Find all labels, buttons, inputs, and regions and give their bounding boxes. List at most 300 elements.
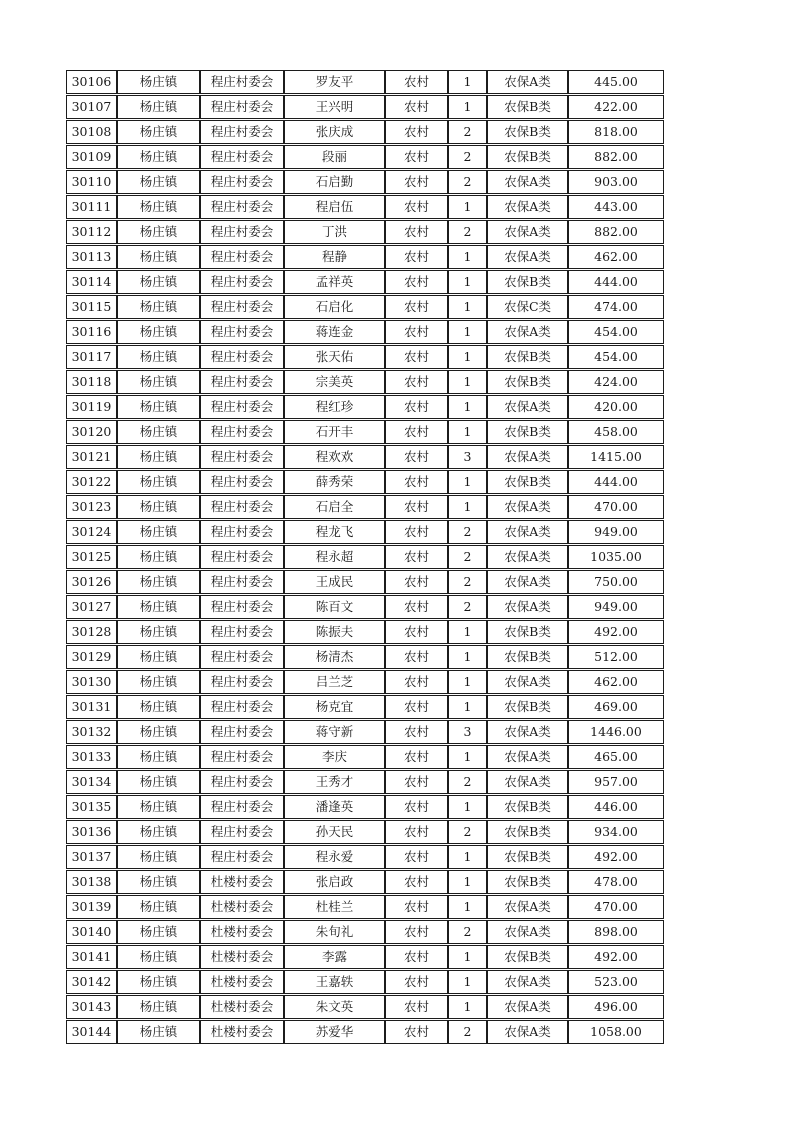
person-count-cell: 1 — [449, 671, 488, 693]
record-id-cell: 30118 — [67, 371, 118, 393]
amount-cell: 474.00 — [594, 298, 638, 314]
amount-cell: 446.00 — [594, 798, 638, 814]
village-committee-cell: 程庄村委会 — [201, 821, 285, 843]
person-count-cell: 1 — [449, 846, 488, 868]
village-committee-cell: 程庄村委会 — [201, 571, 285, 593]
record-id-cell: 30126 — [67, 571, 118, 593]
record-id-cell: 30138 — [67, 871, 118, 893]
person-count-cell: 2 — [449, 1021, 488, 1043]
table-row — [66, 545, 664, 569]
person-count-cell: 3 — [449, 446, 488, 468]
insurance-category-cell: 农保A类 — [488, 671, 569, 693]
person-name-cell: 蒋守新 — [285, 721, 386, 743]
amount-cell: 818.00 — [594, 123, 638, 139]
insurance-roster-table — [66, 70, 664, 1045]
town-cell: 杨庄镇 — [118, 296, 201, 318]
amount-cell: 422.00 — [594, 98, 638, 114]
village-committee-cell: 程庄村委会 — [201, 271, 285, 293]
amount-cell: 903.00 — [594, 173, 638, 189]
person-count-cell: 1 — [449, 646, 488, 668]
insurance-category-cell: 农保A类 — [488, 996, 569, 1018]
person-name-cell: 王嘉轶 — [285, 971, 386, 993]
town-cell: 杨庄镇 — [118, 171, 201, 193]
record-id-cell: 30124 — [67, 521, 118, 543]
person-name-cell: 张天佑 — [285, 346, 386, 368]
insurance-category-cell: 农保A类 — [488, 396, 569, 418]
table-row — [66, 245, 664, 269]
town-cell: 杨庄镇 — [118, 346, 201, 368]
person-count-cell: 1 — [449, 96, 488, 118]
table-row — [66, 420, 664, 444]
person-count-cell: 1 — [449, 796, 488, 818]
table-row — [66, 845, 664, 869]
town-cell: 杨庄镇 — [118, 696, 201, 718]
village-committee-cell: 程庄村委会 — [201, 471, 285, 493]
amount-cell: 469.00 — [594, 698, 638, 714]
village-committee-cell: 程庄村委会 — [201, 321, 285, 343]
insurance-category-cell: 农保A类 — [488, 221, 569, 243]
residence-type-cell: 农村 — [386, 921, 449, 943]
village-committee-cell: 程庄村委会 — [201, 621, 285, 643]
person-name-cell: 程红珍 — [285, 396, 386, 418]
person-name-cell: 程永超 — [285, 546, 386, 568]
residence-type-cell: 农村 — [386, 746, 449, 768]
record-id-cell: 30143 — [67, 996, 118, 1018]
village-committee-cell: 程庄村委会 — [201, 696, 285, 718]
person-count-cell: 1 — [449, 271, 488, 293]
village-committee-cell: 程庄村委会 — [201, 196, 285, 218]
village-committee-cell: 杜楼村委会 — [201, 896, 285, 918]
record-id-cell: 30111 — [67, 196, 118, 218]
person-name-cell: 薛秀荣 — [285, 471, 386, 493]
person-count-cell: 1 — [449, 321, 488, 343]
person-count-cell: 2 — [449, 921, 488, 943]
person-count-cell: 3 — [449, 721, 488, 743]
town-cell: 杨庄镇 — [118, 496, 201, 518]
record-id-cell: 30108 — [67, 121, 118, 143]
village-committee-cell: 杜楼村委会 — [201, 996, 285, 1018]
record-id-cell: 30122 — [67, 471, 118, 493]
person-name-cell: 王兴明 — [285, 96, 386, 118]
village-committee-cell: 程庄村委会 — [201, 521, 285, 543]
town-cell: 杨庄镇 — [118, 421, 201, 443]
town-cell: 杨庄镇 — [118, 596, 201, 618]
table-row — [66, 920, 664, 944]
table-row — [66, 295, 664, 319]
village-committee-cell: 程庄村委会 — [201, 396, 285, 418]
amount-cell: 465.00 — [594, 748, 638, 764]
town-cell: 杨庄镇 — [118, 271, 201, 293]
person-name-cell: 石启勤 — [285, 171, 386, 193]
village-committee-cell: 程庄村委会 — [201, 446, 285, 468]
person-name-cell: 石启化 — [285, 296, 386, 318]
amount-cell: 470.00 — [594, 898, 638, 914]
person-name-cell: 吕兰芝 — [285, 671, 386, 693]
person-name-cell: 石开丰 — [285, 421, 386, 443]
residence-type-cell: 农村 — [386, 971, 449, 993]
record-id-cell: 30107 — [67, 96, 118, 118]
table-row — [66, 320, 664, 344]
table-row — [66, 695, 664, 719]
residence-type-cell: 农村 — [386, 596, 449, 618]
residence-type-cell: 农村 — [386, 196, 449, 218]
table-row — [66, 820, 664, 844]
person-count-cell: 2 — [449, 546, 488, 568]
table-row — [66, 995, 664, 1019]
person-name-cell: 孟祥英 — [285, 271, 386, 293]
village-committee-cell: 程庄村委会 — [201, 71, 285, 93]
amount-cell: 458.00 — [594, 423, 638, 439]
person-count-cell: 2 — [449, 121, 488, 143]
person-count-cell: 1 — [449, 871, 488, 893]
village-committee-cell: 程庄村委会 — [201, 146, 285, 168]
amount-cell: 750.00 — [594, 573, 638, 589]
table-row — [66, 720, 664, 744]
person-name-cell: 朱旬礼 — [285, 921, 386, 943]
person-count-cell: 1 — [449, 421, 488, 443]
residence-type-cell: 农村 — [386, 121, 449, 143]
town-cell: 杨庄镇 — [118, 446, 201, 468]
person-count-cell: 2 — [449, 771, 488, 793]
person-count-cell: 1 — [449, 71, 488, 93]
town-cell: 杨庄镇 — [118, 746, 201, 768]
village-committee-cell: 程庄村委会 — [201, 646, 285, 668]
record-id-cell: 30136 — [67, 821, 118, 843]
insurance-category-cell: 农保A类 — [488, 196, 569, 218]
residence-type-cell: 农村 — [386, 521, 449, 543]
town-cell: 杨庄镇 — [118, 871, 201, 893]
town-cell: 杨庄镇 — [118, 471, 201, 493]
record-id-cell: 30117 — [67, 346, 118, 368]
amount-cell: 462.00 — [594, 248, 638, 264]
person-name-cell: 程龙飞 — [285, 521, 386, 543]
person-name-cell: 杨清杰 — [285, 646, 386, 668]
village-committee-cell: 程庄村委会 — [201, 721, 285, 743]
town-cell: 杨庄镇 — [118, 321, 201, 343]
person-name-cell: 蒋连金 — [285, 321, 386, 343]
village-committee-cell: 程庄村委会 — [201, 371, 285, 393]
amount-cell: 949.00 — [594, 523, 638, 539]
town-cell: 杨庄镇 — [118, 196, 201, 218]
town-cell: 杨庄镇 — [118, 146, 201, 168]
town-cell: 杨庄镇 — [118, 821, 201, 843]
insurance-category-cell: 农保C类 — [488, 296, 569, 318]
person-count-cell: 1 — [449, 396, 488, 418]
residence-type-cell: 农村 — [386, 371, 449, 393]
town-cell: 杨庄镇 — [118, 921, 201, 943]
town-cell: 杨庄镇 — [118, 1021, 201, 1043]
person-count-cell: 1 — [449, 946, 488, 968]
person-count-cell: 1 — [449, 696, 488, 718]
person-name-cell: 程永爱 — [285, 846, 386, 868]
amount-cell: 934.00 — [594, 823, 638, 839]
village-committee-cell: 程庄村委会 — [201, 796, 285, 818]
town-cell: 杨庄镇 — [118, 846, 201, 868]
insurance-category-cell: 农保B类 — [488, 846, 569, 868]
table-row — [66, 595, 664, 619]
insurance-category-cell: 农保A类 — [488, 771, 569, 793]
residence-type-cell: 农村 — [386, 421, 449, 443]
amount-cell: 492.00 — [594, 948, 638, 964]
record-id-cell: 30141 — [67, 946, 118, 968]
insurance-category-cell: 农保A类 — [488, 546, 569, 568]
village-committee-cell: 程庄村委会 — [201, 96, 285, 118]
table-row — [66, 745, 664, 769]
insurance-category-cell: 农保B类 — [488, 696, 569, 718]
table-row — [66, 495, 664, 519]
table-row — [66, 670, 664, 694]
residence-type-cell: 农村 — [386, 821, 449, 843]
table-row — [66, 520, 664, 544]
village-committee-cell: 程庄村委会 — [201, 296, 285, 318]
town-cell: 杨庄镇 — [118, 246, 201, 268]
record-id-cell: 30133 — [67, 746, 118, 768]
person-name-cell: 李庆 — [285, 746, 386, 768]
village-committee-cell: 程庄村委会 — [201, 421, 285, 443]
village-committee-cell: 程庄村委会 — [201, 171, 285, 193]
insurance-category-cell: 农保A类 — [488, 496, 569, 518]
amount-cell: 445.00 — [594, 73, 638, 89]
table-row — [66, 170, 664, 194]
amount-cell: 462.00 — [594, 673, 638, 689]
amount-cell: 444.00 — [594, 273, 638, 289]
amount-cell: 949.00 — [594, 598, 638, 614]
person-name-cell: 陈振夫 — [285, 621, 386, 643]
table-row — [66, 370, 664, 394]
amount-cell: 882.00 — [594, 223, 638, 239]
table-row — [66, 195, 664, 219]
person-name-cell: 石启全 — [285, 496, 386, 518]
amount-cell: 898.00 — [594, 923, 638, 939]
person-count-cell: 1 — [449, 471, 488, 493]
record-id-cell: 30132 — [67, 721, 118, 743]
amount-cell: 957.00 — [594, 773, 638, 789]
table-row — [66, 220, 664, 244]
record-id-cell: 30120 — [67, 421, 118, 443]
amount-cell: 420.00 — [594, 398, 638, 414]
village-committee-cell: 程庄村委会 — [201, 671, 285, 693]
residence-type-cell: 农村 — [386, 446, 449, 468]
residence-type-cell: 农村 — [386, 271, 449, 293]
residence-type-cell: 农村 — [386, 96, 449, 118]
residence-type-cell: 农村 — [386, 546, 449, 568]
person-count-cell: 1 — [449, 621, 488, 643]
village-committee-cell: 程庄村委会 — [201, 221, 285, 243]
residence-type-cell: 农村 — [386, 346, 449, 368]
residence-type-cell: 农村 — [386, 646, 449, 668]
person-name-cell: 潘逢英 — [285, 796, 386, 818]
town-cell: 杨庄镇 — [118, 571, 201, 593]
person-name-cell: 陈百文 — [285, 596, 386, 618]
person-name-cell: 程静 — [285, 246, 386, 268]
insurance-category-cell: 农保B类 — [488, 871, 569, 893]
residence-type-cell: 农村 — [386, 771, 449, 793]
village-committee-cell: 程庄村委会 — [201, 346, 285, 368]
insurance-category-cell: 农保B类 — [488, 346, 569, 368]
village-committee-cell: 程庄村委会 — [201, 546, 285, 568]
person-name-cell: 程欢欢 — [285, 446, 386, 468]
person-count-cell: 2 — [449, 221, 488, 243]
amount-cell: 492.00 — [594, 623, 638, 639]
insurance-category-cell: 农保A类 — [488, 596, 569, 618]
insurance-category-cell: 农保A类 — [488, 521, 569, 543]
person-count-cell: 1 — [449, 196, 488, 218]
table-row — [66, 70, 664, 94]
amount-cell: 882.00 — [594, 148, 638, 164]
table-row — [66, 145, 664, 169]
amount-cell: 492.00 — [594, 848, 638, 864]
residence-type-cell: 农村 — [386, 221, 449, 243]
town-cell: 杨庄镇 — [118, 621, 201, 643]
person-count-cell: 1 — [449, 496, 488, 518]
insurance-category-cell: 农保A类 — [488, 321, 569, 343]
record-id-cell: 30123 — [67, 496, 118, 518]
record-id-cell: 30110 — [67, 171, 118, 193]
insurance-category-cell: 农保B类 — [488, 621, 569, 643]
table-row — [66, 345, 664, 369]
amount-cell: 454.00 — [594, 348, 638, 364]
residence-type-cell: 农村 — [386, 896, 449, 918]
insurance-category-cell: 农保B类 — [488, 271, 569, 293]
person-count-cell: 2 — [449, 171, 488, 193]
insurance-category-cell: 农保B类 — [488, 946, 569, 968]
town-cell: 杨庄镇 — [118, 671, 201, 693]
insurance-category-cell: 农保A类 — [488, 921, 569, 943]
town-cell: 杨庄镇 — [118, 96, 201, 118]
town-cell: 杨庄镇 — [118, 71, 201, 93]
record-id-cell: 30144 — [67, 1021, 118, 1043]
village-committee-cell: 程庄村委会 — [201, 846, 285, 868]
record-id-cell: 30127 — [67, 596, 118, 618]
record-id-cell: 30134 — [67, 771, 118, 793]
amount-cell: 1058.00 — [590, 1023, 642, 1039]
table-row — [66, 645, 664, 669]
record-id-cell: 30116 — [67, 321, 118, 343]
insurance-category-cell: 农保A类 — [488, 171, 569, 193]
person-count-cell: 1 — [449, 746, 488, 768]
record-id-cell: 30119 — [67, 396, 118, 418]
town-cell: 杨庄镇 — [118, 896, 201, 918]
person-count-cell: 1 — [449, 371, 488, 393]
insurance-category-cell: 农保A类 — [488, 971, 569, 993]
village-committee-cell: 程庄村委会 — [201, 746, 285, 768]
person-count-cell: 2 — [449, 596, 488, 618]
record-id-cell: 30135 — [67, 796, 118, 818]
record-id-cell: 30131 — [67, 696, 118, 718]
person-name-cell: 罗友平 — [285, 71, 386, 93]
person-name-cell: 张启政 — [285, 871, 386, 893]
residence-type-cell: 农村 — [386, 671, 449, 693]
person-count-cell: 1 — [449, 246, 488, 268]
residence-type-cell: 农村 — [386, 496, 449, 518]
amount-cell: 444.00 — [594, 473, 638, 489]
town-cell: 杨庄镇 — [118, 546, 201, 568]
amount-cell: 424.00 — [594, 373, 638, 389]
amount-cell: 443.00 — [594, 198, 638, 214]
insurance-category-cell: 农保B类 — [488, 96, 569, 118]
residence-type-cell: 农村 — [386, 471, 449, 493]
person-name-cell: 王秀才 — [285, 771, 386, 793]
residence-type-cell: 农村 — [386, 696, 449, 718]
table-row — [66, 620, 664, 644]
table-row — [66, 945, 664, 969]
record-id-cell: 30137 — [67, 846, 118, 868]
amount-cell: 496.00 — [594, 998, 638, 1014]
village-committee-cell: 程庄村委会 — [201, 121, 285, 143]
town-cell: 杨庄镇 — [118, 646, 201, 668]
table-row — [66, 270, 664, 294]
town-cell: 杨庄镇 — [118, 796, 201, 818]
residence-type-cell: 农村 — [386, 296, 449, 318]
town-cell: 杨庄镇 — [118, 521, 201, 543]
person-count-cell: 1 — [449, 346, 488, 368]
amount-cell: 512.00 — [594, 648, 638, 664]
table-row — [66, 795, 664, 819]
insurance-category-cell: 农保B类 — [488, 121, 569, 143]
table-row — [66, 445, 664, 469]
record-id-cell: 30115 — [67, 296, 118, 318]
residence-type-cell: 农村 — [386, 721, 449, 743]
amount-cell: 523.00 — [594, 973, 638, 989]
insurance-category-cell: 农保B类 — [488, 146, 569, 168]
residence-type-cell: 农村 — [386, 396, 449, 418]
person-count-cell: 2 — [449, 571, 488, 593]
insurance-category-cell: 农保A类 — [488, 446, 569, 468]
person-name-cell: 苏爱华 — [285, 1021, 386, 1043]
person-name-cell: 杨克宜 — [285, 696, 386, 718]
town-cell: 杨庄镇 — [118, 771, 201, 793]
table-row — [66, 1020, 664, 1044]
amount-cell: 470.00 — [594, 498, 638, 514]
residence-type-cell: 农村 — [386, 71, 449, 93]
record-id-cell: 30106 — [67, 71, 118, 93]
amount-cell: 478.00 — [594, 873, 638, 889]
insurance-category-cell: 农保B类 — [488, 821, 569, 843]
record-id-cell: 30121 — [67, 446, 118, 468]
village-committee-cell: 杜楼村委会 — [201, 971, 285, 993]
person-count-cell: 1 — [449, 296, 488, 318]
residence-type-cell: 农村 — [386, 871, 449, 893]
amount-cell: 1035.00 — [590, 548, 642, 564]
table-row — [66, 95, 664, 119]
insurance-category-cell: 农保A类 — [488, 71, 569, 93]
person-count-cell: 2 — [449, 146, 488, 168]
person-name-cell: 杜桂兰 — [285, 896, 386, 918]
record-id-cell: 30109 — [67, 146, 118, 168]
record-id-cell: 30140 — [67, 921, 118, 943]
residence-type-cell: 农村 — [386, 246, 449, 268]
insurance-category-cell: 农保A类 — [488, 721, 569, 743]
insurance-category-cell: 农保B类 — [488, 471, 569, 493]
person-count-cell: 2 — [449, 821, 488, 843]
town-cell: 杨庄镇 — [118, 221, 201, 243]
village-committee-cell: 杜楼村委会 — [201, 921, 285, 943]
amount-cell: 454.00 — [594, 323, 638, 339]
residence-type-cell: 农村 — [386, 796, 449, 818]
town-cell: 杨庄镇 — [118, 946, 201, 968]
person-count-cell: 2 — [449, 521, 488, 543]
insurance-category-cell: 农保A类 — [488, 571, 569, 593]
residence-type-cell: 农村 — [386, 571, 449, 593]
insurance-category-cell: 农保B类 — [488, 646, 569, 668]
person-name-cell: 孙天民 — [285, 821, 386, 843]
table-row — [66, 570, 664, 594]
village-committee-cell: 程庄村委会 — [201, 496, 285, 518]
person-count-cell: 1 — [449, 971, 488, 993]
residence-type-cell: 农村 — [386, 171, 449, 193]
insurance-category-cell: 农保B类 — [488, 796, 569, 818]
record-id-cell: 30113 — [67, 246, 118, 268]
